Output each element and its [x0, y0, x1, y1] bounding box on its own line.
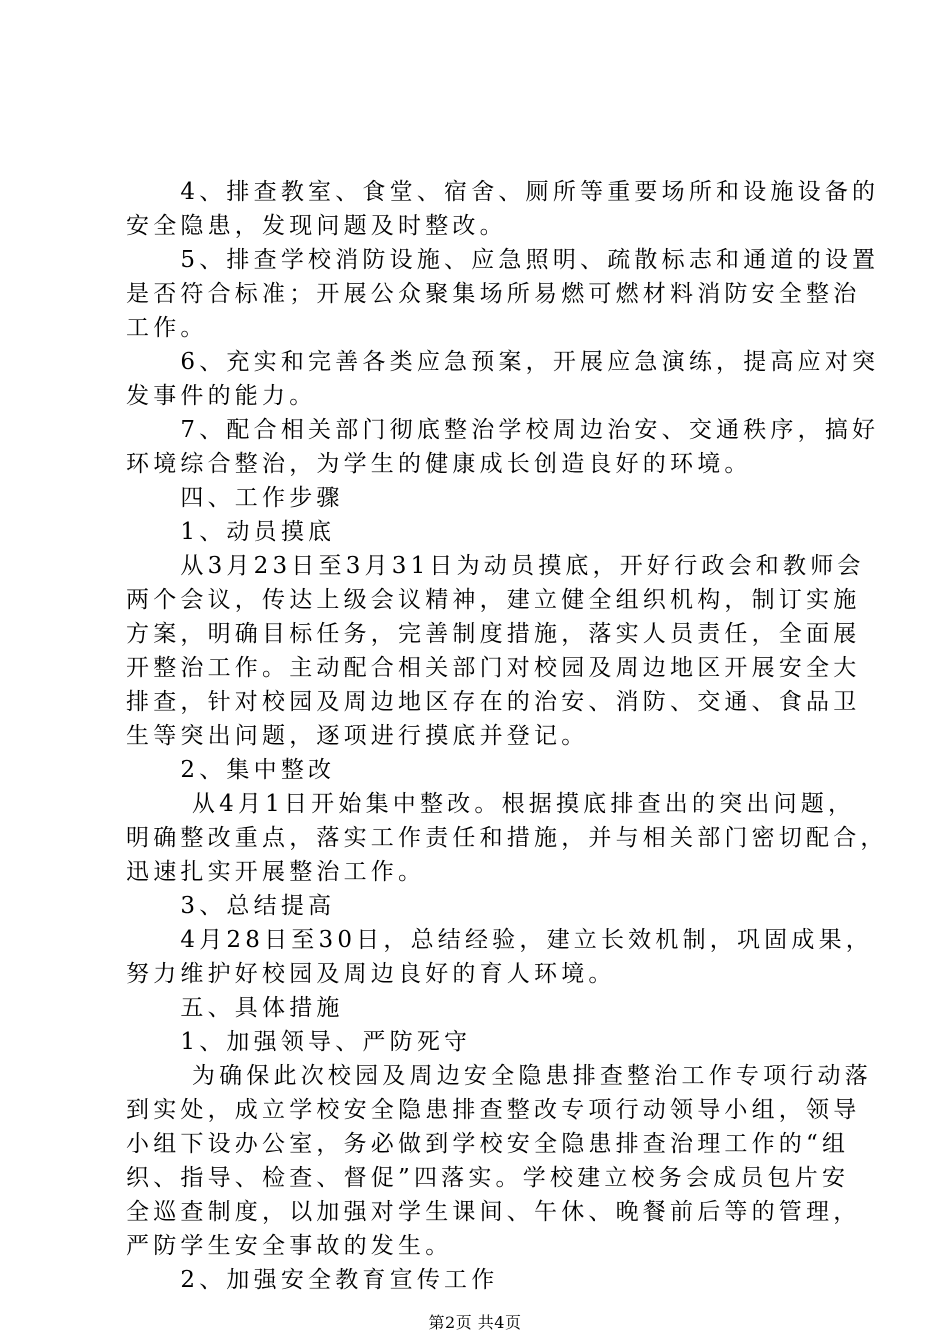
body-line: 从4月1日开始集中整改。根据摸底排查出的突出问题， — [126, 791, 856, 817]
body-line: 开整治工作。主动配合相关部门对校园及周边地区开展安全大 — [126, 655, 861, 681]
body-line: 6、充实和完善各类应急预案，开展应急演练，提高应对突 — [126, 349, 880, 375]
body-line: 4月28日至30日，总结经验，建立长效机制，巩固成果， — [126, 927, 873, 953]
subsection-heading: 2、加强安全教育宣传工作 — [126, 1267, 499, 1293]
subsection-heading: 1、加强领导、严防死守 — [126, 1029, 472, 1055]
body-line: 环境综合整治，为学生的健康成长创造良好的环境。 — [126, 451, 752, 477]
section-heading: 四、工作步骤 — [126, 485, 344, 511]
body-line: 排查，针对校园及周边地区存在的治安、消防、交通、食品卫 — [126, 689, 861, 715]
body-line: 为确保此次校园及周边安全隐患排查整治工作专项行动落 — [126, 1063, 872, 1089]
body-line: 7、配合相关部门彻底整治学校周边治安、交通秩序，搞好 — [126, 417, 880, 443]
body-line: 明确整改重点，落实工作责任和措施，并与相关部门密切配合， — [126, 825, 888, 851]
body-line: 到实处，成立学校安全隐患排查整改专项行动领导小组，领导 — [126, 1097, 861, 1123]
subsection-heading: 1、动员摸底 — [126, 519, 336, 545]
body-line: 小组下设办公室，务必做到学校安全隐患排查治理工作的“组 — [126, 1131, 850, 1157]
body-line: 织、指导、检查、督促”四落实。学校建立校务会成员包片安 — [126, 1165, 850, 1191]
body-line: 迅速扎实开展整治工作。 — [126, 859, 426, 885]
body-line: 努力维护好校园及周边良好的育人环境。 — [126, 961, 616, 987]
body-line: 从3月23日至3月31日为动员摸底，开好行政会和教师会 — [126, 553, 865, 579]
section-heading: 五、具体措施 — [126, 995, 344, 1021]
body-line: 全巡查制度，以加强对学生课间、午休、晚餐前后等的管理， — [126, 1199, 861, 1225]
body-line: 5、排查学校消防设施、应急照明、疏散标志和通道的设置 — [126, 247, 880, 273]
subsection-heading: 2、集中整改 — [126, 757, 336, 783]
body-line: 两个会议，传达上级会议精神，建立健全组织机构，制订实施 — [126, 587, 861, 613]
body-line: 工作。 — [126, 315, 208, 341]
body-line: 4、排查教室、食堂、宿舍、厕所等重要场所和设施设备的 — [126, 179, 880, 205]
body-line: 方案，明确目标任务，完善制度措施，落实人员责任，全面展 — [126, 621, 861, 647]
body-line: 生等突出问题，逐项进行摸底并登记。 — [126, 723, 589, 749]
body-line: 发事件的能力。 — [126, 383, 317, 409]
body-line: 是否符合标准；开展公众聚集场所易燃可燃材料消防安全整治 — [126, 281, 861, 307]
page-footer: 第2页 共4页 — [428, 1313, 522, 1332]
body-line: 安全隐患，发现问题及时整改。 — [126, 213, 507, 239]
subsection-heading: 3、总结提高 — [126, 893, 336, 919]
body-line: 严防学生安全事故的发生。 — [126, 1233, 453, 1259]
